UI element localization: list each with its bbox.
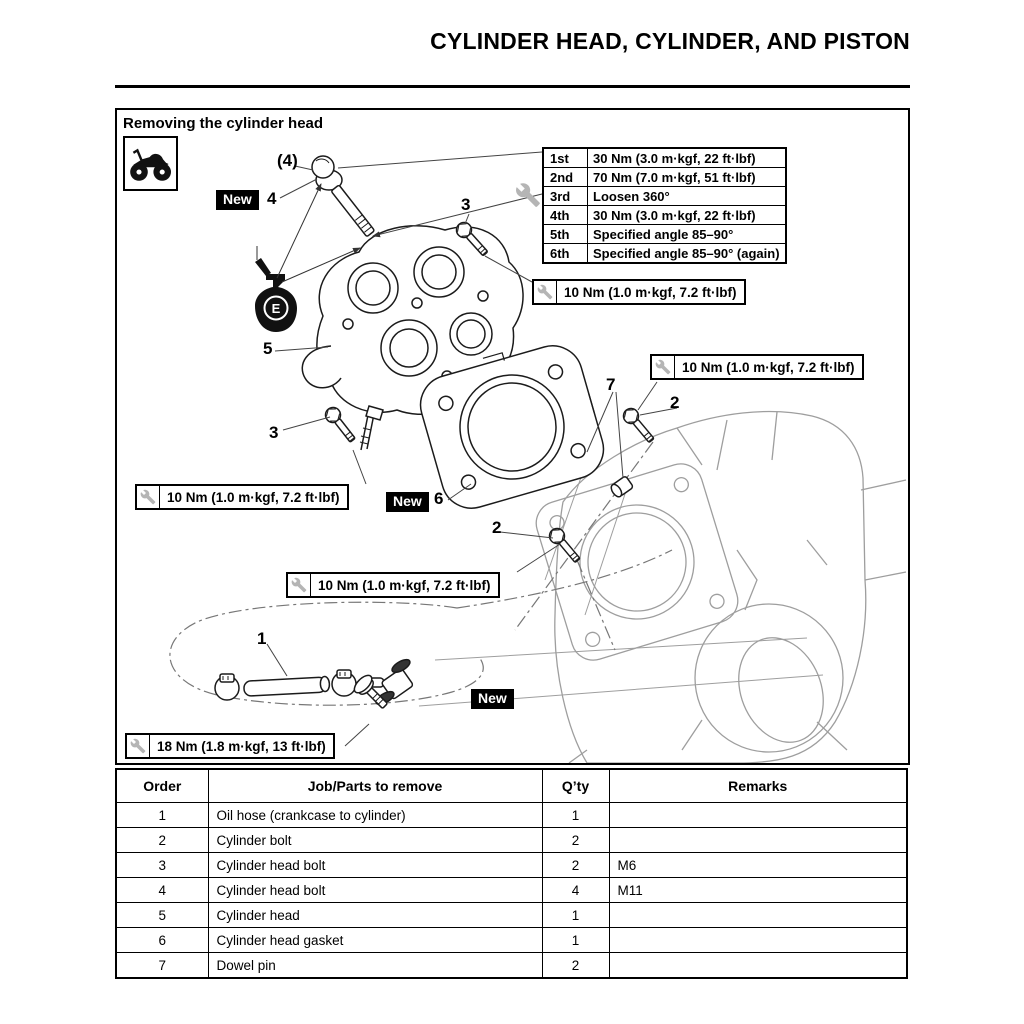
- table-row: [116, 928, 907, 953]
- cell-remarks: [609, 803, 907, 828]
- table-row: [116, 903, 907, 928]
- cell-order: 1: [116, 803, 208, 828]
- sequence-step: 3rd: [543, 187, 588, 206]
- cell-job: Oil hose (crankcase to cylinder): [208, 803, 542, 828]
- cell-remarks: [609, 953, 907, 979]
- cylinder-bolt-upper-drawing: [620, 405, 657, 445]
- sequence-spec: 30 Nm (3.0 m·kgf, 22 ft·lbf): [588, 148, 786, 168]
- table-row: [116, 878, 907, 903]
- col-header-qty: Q’ty: [542, 769, 609, 803]
- part-label-4-qty: (4): [277, 151, 298, 170]
- new-part-badge: New: [386, 492, 429, 512]
- cell-qty: 2: [542, 953, 609, 979]
- torque-callout: [650, 354, 864, 380]
- sequence-spec: Specified angle 85–90° (again): [588, 244, 786, 264]
- oil-hose-drawing: [215, 657, 414, 714]
- cell-job: Cylinder bolt: [208, 828, 542, 853]
- cell-remarks: [609, 903, 907, 928]
- cell-job: Cylinder head bolt: [208, 853, 542, 878]
- cell-order: 3: [116, 853, 208, 878]
- part-label-2-lower: 2: [492, 518, 502, 537]
- sequence-step: 2nd: [543, 168, 588, 187]
- dowel-pin-drawing: [609, 476, 633, 499]
- cell-qty: 1: [542, 928, 609, 953]
- cell-qty: 4: [542, 878, 609, 903]
- part-label-3-upper: 3: [461, 195, 471, 214]
- torque-value: 18 Nm (1.8 m·kgf, 13 ft·lbf): [157, 738, 326, 754]
- part-label-4: 4: [267, 189, 277, 208]
- table-row: [116, 953, 907, 979]
- col-header-job: Job/Parts to remove: [208, 769, 542, 803]
- wrench-icon: [534, 281, 557, 303]
- tightening-sequence-table: [542, 147, 787, 264]
- torque-value: 10 Nm (1.0 m·kgf, 7.2 ft·lbf): [564, 284, 737, 300]
- torque-callout: [286, 572, 500, 598]
- torque-value: 10 Nm (1.0 m·kgf, 7.2 ft·lbf): [318, 577, 491, 593]
- part-label-3-left: 3: [269, 423, 279, 442]
- col-header-order: Order: [116, 769, 208, 803]
- cell-job: Cylinder head bolt: [208, 878, 542, 903]
- cell-qty: 1: [542, 903, 609, 928]
- cell-qty: 2: [542, 853, 609, 878]
- sequence-step: 5th: [543, 225, 588, 244]
- cell-remarks: M6: [609, 853, 907, 878]
- part-label-2-upper: 2: [670, 393, 680, 412]
- table-row: [116, 853, 907, 878]
- head-bolt-m11-drawing: [312, 156, 375, 237]
- sequence-spec: Loosen 360°: [588, 187, 786, 206]
- cell-order: 6: [116, 928, 208, 953]
- wrench-icon: [127, 735, 150, 757]
- page-title: CYLINDER HEAD, CYLINDER, AND PISTON: [430, 28, 910, 54]
- parts-table-header: [116, 769, 907, 803]
- cell-remarks: M11: [609, 878, 907, 903]
- sequence-step: 4th: [543, 206, 588, 225]
- table-row: [116, 828, 907, 853]
- part-label-7: 7: [606, 375, 616, 394]
- sequence-spec: 30 Nm (3.0 m·kgf, 22 ft·lbf): [588, 206, 786, 225]
- cell-job: Cylinder head: [208, 903, 542, 928]
- torque-callout: [125, 733, 335, 759]
- part-label-6: 6: [434, 489, 444, 508]
- section-heading: Removing the cylinder head: [123, 115, 324, 132]
- table-row: [116, 803, 907, 828]
- cell-job: Dowel pin: [208, 953, 542, 979]
- cell-job: Cylinder head gasket: [208, 928, 542, 953]
- cell-qty: 1: [542, 803, 609, 828]
- part-label-1: 1: [257, 629, 267, 648]
- cell-remarks: [609, 828, 907, 853]
- head-bolt-m6-left-drawing: [322, 404, 358, 444]
- sequence-spec: Specified angle 85–90°: [588, 225, 786, 244]
- wrench-icon: [515, 182, 541, 208]
- wrench-icon: [137, 486, 160, 508]
- cell-order: 7: [116, 953, 208, 979]
- title-rule: [115, 85, 910, 88]
- col-header-remarks: Remarks: [609, 769, 907, 803]
- parts-table: [115, 768, 908, 979]
- cell-order: 4: [116, 878, 208, 903]
- torque-callout: [135, 484, 349, 510]
- cell-order: 5: [116, 903, 208, 928]
- part-label-5: 5: [263, 339, 273, 358]
- torque-value: 10 Nm (1.0 m·kgf, 7.2 ft·lbf): [682, 359, 855, 375]
- procedure-panel: [115, 108, 910, 765]
- new-part-badge: New: [471, 689, 514, 709]
- sequence-step: 1st: [543, 148, 588, 168]
- sequence-spec: 70 Nm (7.0 m·kgf, 51 ft·lbf): [588, 168, 786, 187]
- wrench-icon: [288, 574, 311, 596]
- svg-text:E: E: [271, 301, 281, 316]
- cell-remarks: [609, 928, 907, 953]
- torque-callout: [532, 279, 746, 305]
- cell-qty: 2: [542, 828, 609, 853]
- new-part-badge: New: [216, 190, 259, 210]
- wrench-icon: [652, 356, 675, 378]
- torque-value: 10 Nm (1.0 m·kgf, 7.2 ft·lbf): [167, 489, 340, 505]
- sequence-step: 6th: [543, 244, 588, 264]
- cell-order: 2: [116, 828, 208, 853]
